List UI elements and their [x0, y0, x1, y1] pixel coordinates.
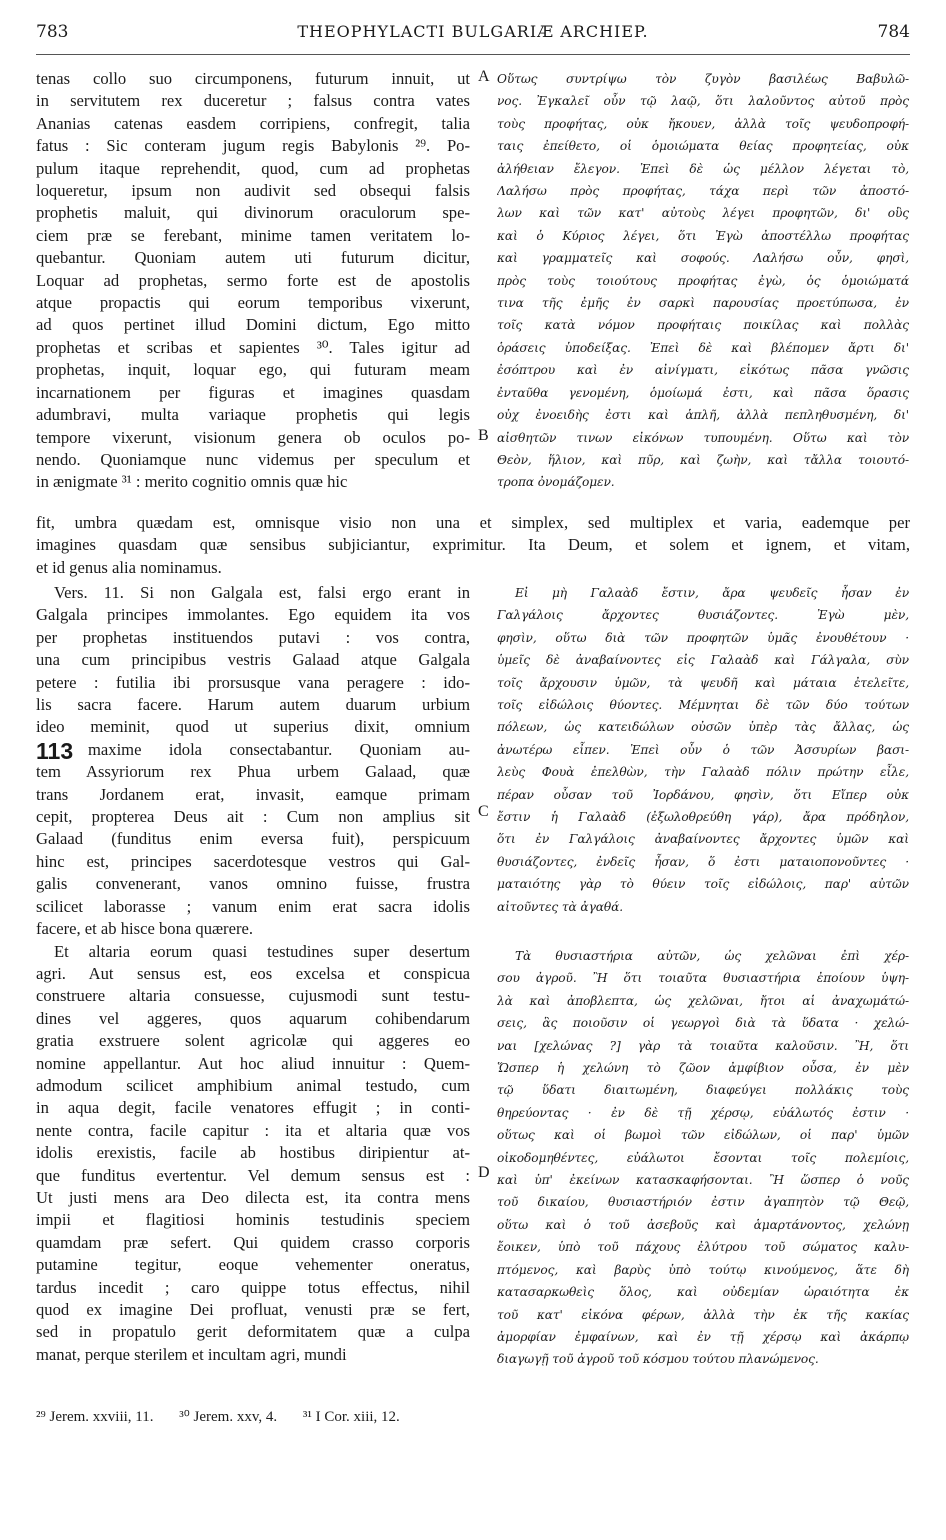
text-line: scilicet laborasse ; vanum enim erat sacra idolis	[36, 896, 470, 916]
text-line: οὕτως καὶ οἱ βωμοὶ τῶν εἰδώλων, οἱ παρ' ὑμῶν	[497, 1128, 909, 1143]
text-line: Ὥσπερ ἡ χελώνη τὸ ζῶον ἀμφίβιον οὖσα, ἐν μὲν	[497, 1061, 909, 1076]
text-line: incarnationem per figuras et imagines quasdam	[36, 382, 470, 402]
text-line: ναι [χελώνας ?] γὰρ τὰ τοιαῦτα καλοῦσιν. Ἢ, ὅτι	[497, 1038, 909, 1053]
text-line: ἐνταῦθα γενομένη, ὁμοίωμά ἐστι, καὶ πᾶσα ὅρασις	[497, 385, 909, 400]
text-line: admodum scilicet amphibium animal testudo, cum	[36, 1075, 470, 1095]
text-line: ὁράσεις ὑποδείξας. Ἐπεὶ δὲ καὶ βλέπομεν ἄρτι δι'	[497, 340, 909, 355]
text-line: ὅτι ἐν Γαλγάλοις ἀναβαίνοντες ἄρχοντες ὑμῶν καὶ	[497, 832, 909, 847]
text-line: ἀμορφίαν ἐμφαίνων, καὶ ἐν τῇ χέρσῳ καὶ ἀκάρπῳ	[497, 1329, 909, 1344]
text-line: Θεὸν, ἥλιον, καὶ πῦρ, καὶ ζωὴν, καὶ τἄλλα τοιουτό-	[497, 452, 909, 467]
text-line: tardus incedit ; caro quippe totus effectus, nihil	[36, 1277, 470, 1297]
text-line: Et altaria eorum quasi testudines super desertum	[54, 941, 470, 961]
text-line: putamine tegitur, eoque vehementer oneratus,	[36, 1255, 470, 1275]
text-line: σεις, ἃς ποιοῦσιν οἱ γεωργοὶ διὰ τὰ ὕδατα · χελώ-	[497, 1016, 909, 1031]
text-line: fatus : Sic conteram jugum regis Babylonis ²⁹. Po-	[36, 136, 470, 156]
text-line: τοῖς κατὰ νόμον προφήταις ποικίλας καὶ πολλὰς	[497, 318, 909, 333]
text-line: ἔστιν ἡ Γαλαὰδ (ἐξωλοθρεύθη γάρ), ἄρα πρόδηλον,	[497, 810, 909, 825]
greek-column-bottom-first	[497, 582, 909, 918]
text-line: τῷ ὕδατι διαιτωμένη, διαφεύγει πολλάκις τοὺς	[497, 1083, 909, 1098]
running-head: THEOPHYLACTI BULGARIÆ ARCHIEP.	[297, 22, 649, 41]
text-line: αἰσθητῶν τινων εἰκόνων τυπουμένη. Οὕτω καὶ τὸν	[497, 430, 909, 445]
text-line: οὕτω καὶ ὁ τοῦ ἀσεβοῦς καὶ ἁμαρτάνοντος, χελώνῃ	[497, 1217, 909, 1232]
text-line: ideo meminit, quod ut superius dixit, omnium	[36, 717, 470, 737]
text-line: in ænigmate ³¹ : merito cognitio omnis quæ hic	[36, 472, 348, 492]
latin-column-bottom	[36, 582, 470, 1366]
text-line: πόλεων, ὡς κατειδώλων οὐσῶν ὑπὲρ τὰς ἄλλας, ὡς	[497, 720, 909, 735]
text-line: et id genus alia nominamus.	[36, 557, 222, 577]
text-line: idolis erexistis, facile ab hostibus diripientur at-	[36, 1143, 470, 1163]
text-line: hinc est, principes sacerdotesque vestros qui Gal-	[36, 851, 470, 871]
footnote-30: ³⁰ Jerem. xxv, 4.	[179, 1409, 278, 1425]
text-line: Λαλήσω πρὸς προφήτας, τάχα περὶ τῶν ἀποστό-	[497, 184, 909, 199]
text-line: ἔοικεν, ὑπὸ τοῦ πάχους ἐλύτρου τοῦ σώματος καλυ-	[497, 1240, 909, 1255]
text-line: pulum itaque reprehendit, quod, cum ad prophetas	[36, 158, 470, 178]
margin-letter-b: B	[478, 427, 489, 444]
text-line: λὰ καὶ ἀποβλεπτα, ὡς χελῶναι, ἤτοι αἱ ἀναχωμάτώ-	[497, 993, 909, 1008]
text-line: φησὶν, οὕτω διὰ τῶν προφητῶν ὑμᾶς ἐνουθέτουν ·	[497, 630, 909, 645]
text-line: cepit, propterea Deus ait : Cum non amplius sit	[36, 807, 470, 827]
text-line: Galaad (funditus enim eversa fuit), perspicuum	[36, 829, 470, 849]
greek-column-top	[497, 68, 909, 494]
page-number-left: 783	[36, 22, 69, 42]
text-line: πρὸς τοὺς τοιούτους προφήτας ἐγὼ, ὁς ὁμοιώματά	[497, 273, 909, 288]
header-rule	[36, 54, 910, 55]
text-line: πτόμενος, καὶ βαρὺς ὑπὸ τούτῳ κινούμενος, ἅτε δὴ	[497, 1262, 909, 1277]
text-line: Γαλγάλοις ἄρχοντες θυσιάζοντες. Ἐγὼ μὲν,	[497, 608, 909, 623]
text-line: agri. Aut sensus est, eos excelsa et conspicua	[36, 963, 470, 983]
text-line: λων καὶ τῶν κατ' αὐτοὺς λέγει προφητῶν, δι' οὓς	[497, 206, 909, 221]
text-line: πέραν οὖσαν τοῦ Ἰορδάνου, φησὶν, ὅτι Εἴπερ οὐκ	[497, 787, 909, 802]
text-line: καὶ ὑπ' ἐκείνων κατασκαφήσονται. Ἢ ὥσπερ ὁ νοῦς	[497, 1173, 909, 1188]
text-line: ὑμεῖς δὲ ἀναβαίνοντες εἰς Γαλαὰδ καὶ Γάλγαλα, σὺν	[497, 653, 909, 668]
text-line: loqueretur, ipsum non audivit sed obsequi falsis	[36, 181, 470, 201]
text-line: Ananias catenas easdem corripiens, confregit, talia	[36, 113, 470, 133]
full-width-paragraph	[36, 512, 910, 579]
text-line: θυσιάζοντες, ἐνδεῖς ἦσαν, ὅ ἐστι ματαιοπονοῦντες ·	[497, 854, 909, 869]
greek-column-bottom-second	[497, 945, 909, 1371]
text-line: τοῦ κατ' εἰκόνα φέρων, ἀλλὰ τὴν ἐκ τῆς κακίας	[497, 1307, 909, 1322]
margin-letter-d: D	[478, 1164, 490, 1181]
page-number-right: 784	[877, 22, 910, 42]
text-line: una cum principibus vestris Galaad atque Galgala	[36, 650, 470, 670]
text-line: ματαιότης γὰρ τὸ θύειν τοῖς εἰδώλοις, παρ' αὐτῶν	[497, 877, 909, 892]
text-line: οὐχ ἐνοειδὴς ἐστι καὶ ἁπλῆ, ἀλλὰ πεπληθυσμένη, δι'	[497, 408, 909, 423]
text-line: impii et flagitiosi hominis testudinis speciem	[36, 1210, 470, 1230]
text-line: imagines quasdam quæ sensibus subjiciantur, exprimitur. Ita Deum, et solem et ignem, et vitam,	[36, 535, 910, 555]
text-line: θηρεύοντας · ἐν δὲ τῇ χέρσῳ, εὐάλωτός ἐστιν ·	[497, 1105, 909, 1120]
text-line: adumbravi, multa variaque prophetis qui legis	[36, 405, 470, 425]
text-line: in aqua degit, facile venatores effugit ; in conti-	[36, 1098, 470, 1118]
section-number: 113	[36, 738, 74, 764]
text-line: quebantur. Quoniam autem uti futurum dicitur,	[36, 248, 470, 268]
text-line: tenas collo suo circumponens, futurum innuit, ut	[36, 69, 470, 88]
text-line: per prophetas instituendos putavi : vos contra,	[36, 627, 470, 647]
text-line: Galgala principes immolantes. Ego equidem ita vos	[36, 605, 470, 625]
text-line: καὶ ὁ Κύριος λέγει, ὅτι Ἐγὼ ἀποστέλλω προφήτας	[497, 228, 909, 243]
text-line: que funditus evertentur. Vel demum sensus est :	[36, 1165, 470, 1185]
text-line: manat, perque sterilem et incultam agri, mundi	[36, 1344, 347, 1364]
text-line: lis sacra facere. Harum autem duarum urbium	[36, 695, 470, 715]
text-line: Τὰ θυσιαστήρια αὐτῶν, ὡς χελῶναι ἐπὶ χέρ-	[515, 949, 909, 963]
text-line: nente contra, facile capitur : ita et altaria quæ vos	[36, 1120, 470, 1140]
text-line: nomine appellantur. Aut hoc aliud innuitur : Quem-	[36, 1053, 470, 1073]
text-line: prophetas, inquit, loquar ego, qui futuram meam	[36, 360, 470, 380]
text-line: τοῖς ἄρχουσιν ὑμῶν, τὰ ψευδῆ καὶ μάταια ἐτελεῖτε,	[497, 675, 909, 690]
text-line: facere, et ab hisce bona quærere.	[36, 919, 253, 939]
text-line: nendo. Quoniamque nunc videmus per speculum et	[36, 449, 470, 469]
text-line: ἀνωτέρω εἶπεν. Ἐπεὶ οὖν ὁ τῶν Ἀσσυρίων βασι-	[497, 742, 909, 757]
margin-letter-a: A	[478, 68, 490, 85]
text-line: τοῖς εἰδώλοις θύοντες. Μέμνηται δὲ τῶν δύο τούτων	[497, 698, 909, 713]
text-line: ἐσόπτρου καὶ ἐν αἰνίγματι, εἰκότως πᾶσα γνῶσις	[497, 363, 909, 378]
margin-letter-c: C	[478, 803, 489, 820]
text-line: gratia exstruere solent agricolæ qui aggeres eo	[36, 1031, 470, 1051]
text-line: κατασαρκωθεὶς ὅλος, καὶ οὐδεμίαν ὡραιότητα ἐκ	[497, 1285, 909, 1300]
text-line: galis convenerant, vanos omnino fuisse, frustra	[36, 874, 470, 894]
footnote-31: ³¹ I Cor. xiii, 12.	[302, 1409, 400, 1425]
text-line: Loquar ad prophetas, sermo forte est de apostolis	[36, 270, 470, 290]
text-line: ciem præ se ferebant, minime tamen veritatem lo-	[36, 225, 470, 245]
text-line: tem Assyriorum rex Phua urbem Galaad, quæ	[36, 762, 470, 782]
text-line: atque propactis qui eorum temporibus vixerunt,	[36, 293, 470, 313]
text-line: Vers. 11. Si non Galgala est, falsi ergo erant in	[54, 583, 470, 602]
text-line: quod ex imagine Dei profluat, venusti præ se fert,	[36, 1300, 470, 1319]
footnote-29: ²⁹ Jerem. xxviii, 11.	[36, 1409, 154, 1425]
text-line: λεὺς Φουὰ ἐπελθὼν, τὴν Γαλαὰδ πόλιν πρώτην εἶλε,	[497, 765, 909, 780]
text-line: Οὕτως συντρίψω τὸν ζυγὸν βασιλέως Βαβυλῶ-	[497, 72, 909, 86]
text-line: Εἰ μὴ Γαλαὰδ ἔστιν, ἄρα ψευδεῖς ἦσαν ἐν	[515, 586, 909, 600]
text-line: sed in propatulo gerit deformitatem quæ a culpa	[36, 1322, 470, 1342]
text-line: Ut justi mens ara Deo dilecta est, ita contra mens	[36, 1187, 470, 1207]
text-line: ταις ἐπείθετο, οἱ ὁμοιώματα θείας προφητείας, οὐκ	[497, 139, 909, 154]
text-line: prophetas et scribas et sapientes ³⁰. Tales igitur ad	[36, 337, 470, 357]
text-line: τροπα ὀνομάζομεν.	[497, 475, 615, 490]
text-line: ἀλήθειαν ἔλεγον. Ἐπεὶ δὲ ὡς μέλλον λέγεται τὸ,	[497, 161, 909, 176]
latin-column-top	[36, 68, 470, 494]
text-line: οἰκοδομηθέντες, εὐάλωτοι ἔσονται τοῖς πολεμίοις,	[497, 1150, 909, 1165]
text-line: construere altaria consuesse, cujusmodi sunt testu-	[36, 986, 470, 1006]
text-line: petere : futilia ibi prorsusque vana peragere : ido-	[36, 672, 470, 692]
text-line: prophetis maluit, qui divinorum oraculorum spe-	[36, 203, 470, 223]
text-line: τοὺς προφήτας, οὐκ ἤκουεν, ἀλλὰ τοῖς ψευδοπροφή-	[497, 116, 909, 131]
text-line: ad quos pertinet illud Domini dictum, Ego mitto	[36, 315, 470, 335]
text-line: καὶ γραμματεῖς καὶ σοφούς. Λαλήσω οὖν, φησὶ,	[497, 251, 909, 266]
text-line: maxime idola consectabantur. Quoniam au-	[88, 739, 470, 759]
text-line: νος. Ἐγκαλεῖ οὖν τῷ λαῷ, ὅτι λαλοῦντος αὐτοῦ πρὸς	[497, 94, 909, 109]
footnotes	[36, 1407, 422, 1426]
text-line: διαγωγῇ τοῦ ἀγροῦ τοῦ κόσμου τούτου πλανώμενος.	[497, 1352, 819, 1367]
text-line: tempore vixerunt, visionum genera ob oculos po-	[36, 427, 470, 447]
text-line: fit, umbra quædam est, omnisque visio non una et simplex, sed multiplex et varia, eademque per	[36, 513, 910, 532]
text-line: τοῦ δικαίου, θυσιαστήριόν ἐστιν ἀγαπητὸν τῷ Θεῷ,	[497, 1195, 909, 1210]
text-line: trans Jordanem erat, invasit, eamque primam	[36, 784, 470, 804]
text-line: αἰτοῦντες τὰ ἀγαθά.	[497, 899, 624, 914]
text-line: in servitutem rex duceretur ; falsus contra vates	[36, 91, 470, 111]
text-line: τινα τῆς ἐμῆς ἐν σαρκὶ παρουσίας προετύπωσα, ἐν	[497, 296, 909, 311]
text-line: σου ἀγροῦ. Ἢ ὅτι τοιαῦτα θυσιαστήρια ἐποίουν ὑψη-	[497, 971, 909, 986]
text-line: quamdam præ sefert. Qui quidem crasso corporis	[36, 1232, 470, 1252]
text-line: dines vel aggeres, quos aquarum cohibendarum	[36, 1008, 470, 1028]
